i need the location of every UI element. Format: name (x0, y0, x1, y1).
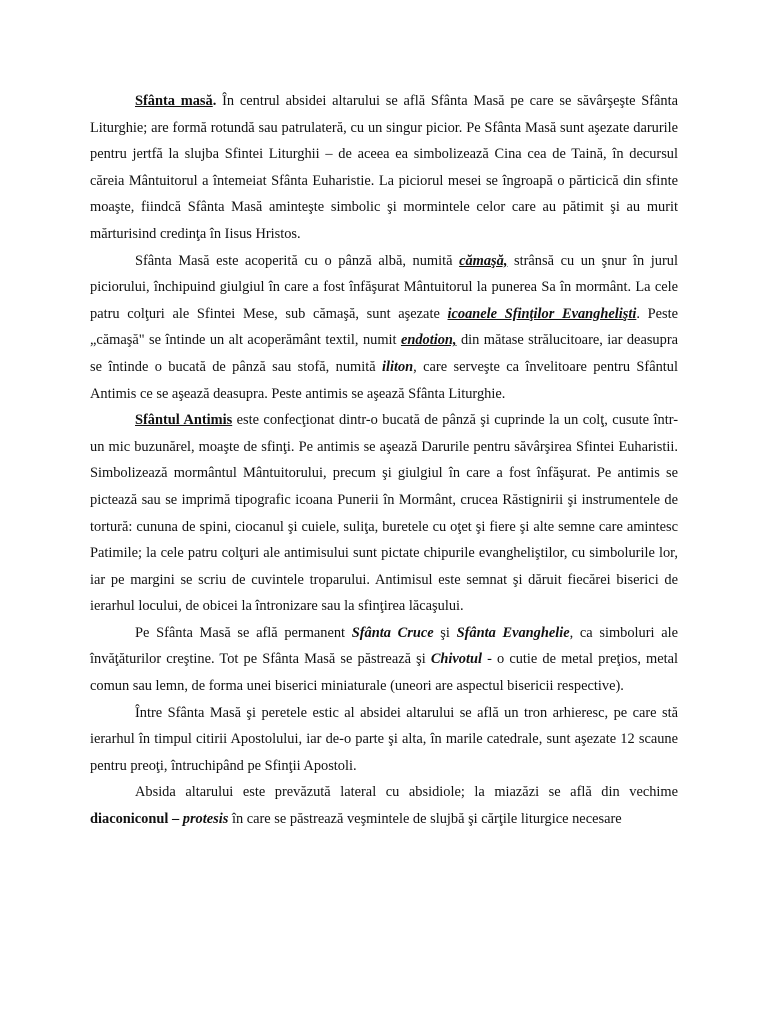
text-run: Pe Sfânta Masă se află permanent (135, 624, 352, 641)
term-chivotul: Chivotul (430, 651, 482, 668)
text-run: Între Sfânta Masă şi peretele estic al absidei altarului se află un tron arhieresc, pe care stă ierarhul în timpul citirii Apostolului, iar de-o parte şi alta, în marile catedrale, sunt aşezate 12 scaune pentru preoţi, întruchipând pe Sfinţii Apostoli. (90, 704, 678, 774)
text-run: din mătase strălucitoare, iar deasupra se întinde o bucată de pânză sau stofă, numită (90, 332, 678, 375)
text-run: , ca simboluri ale învăţăturilor creştine. Tot pe Sfânta Masă se păstrează şi (90, 624, 678, 668)
term-sfanta-evanghelie: Sfânta Evanghelie (456, 624, 570, 641)
heading-sfantul-antimis: Sfântul Antimis (135, 412, 233, 429)
term-diaconiconul: diaconiconul – (90, 811, 183, 828)
paragraph-tron (90, 700, 678, 780)
text-run: - o cutie de metal preţios, metal comun sau lemn, de forma unei biserici miniaturale (uneori are aspectul bisericii respective). (90, 651, 678, 695)
text-run: În centrul absidei altarului se află Sfânta Masă pe care se săvârşeşte Sfânta Liturghie; are formă rotundă sau patrulateră, cu un singur picior. Pe Sfânta Masă sunt aşezate darurile pentru jertfă la slujba Sfintei Liturghii – de aceea ea simbolizează Cina cea de Taină, în decursul căreia Mântuitorul a întemeiat Sfânta Euharistie. La piciorul mesei se îngroapă o părticică din sfinte moaşte, fiindcă Sfânta Masă aminteşte simbolic şi mormintele celor care au pătimit şi au murit mărturisind credinţa în Iisus Hristos. (90, 93, 678, 242)
text-run: Sfânta Masă este acoperită cu o pânză albă, numită (135, 252, 460, 269)
text-run: Absida altarului este prevăzută lateral cu absidiole; la miazăzi se află din vechime (135, 784, 678, 801)
paragraph-sfanta-masa (90, 88, 678, 248)
document-body (90, 88, 678, 833)
text-run: , care serveşte ca învelitoare pentru Sfântul Antimis ce se aşează deasupra. Peste antimis se aşează Sfânta Liturghie. (90, 358, 678, 402)
term-sfanta-cruce: Sfânta Cruce (351, 624, 434, 641)
text-run: în care se păstrează veşmintele de slujbă şi cărţile liturgice necesare (228, 811, 622, 828)
paragraph-absida (90, 779, 678, 832)
term-endotion: endotion, (400, 332, 457, 349)
term-iliton: iliton (381, 358, 414, 375)
text-run: este confecţionat dintr-o bucată de pânză şi cuprinde la un colţ, cusute într-un mic buzunărel, moaşte de sfinţi. Pe antimis se aşează Darurile pentru săvârşirea Sfintei Euharistii. Simbolizează mormântul Mântuitorului, precum şi giulgiul în care a fost înfăşurat. Pe antimis se pictează sau se imprimă tipografic icoana Punerii în Mormânt, crucea Răstignirii şi instrumentele de tortură: cununa de spini, ciocanul şi cuiele, suliţa, buretele cu oţet şi fiere şi alte semne care amintesc Patimile; la cele patru colţuri ale antimisului sunt pictate chipurile evangheliştilor, cu simbolurile lor, iar pe margini se scriu de cuvintele troparului. Antimisul este semnat şi dăruit fiecărei biserici de ierarhul locului, de obicei la întronizare sau la sfinţirea lăcaşului. (90, 412, 678, 615)
text-run: strânsă cu un şnur în jurul piciorului, închipuind giulgiul în care a fost înfăşurat Mântuitorul la punerea Sa în mormânt. La cele patru colţuri ale Sfintei Mese, sub cămaşă, sunt aşezate (90, 252, 678, 322)
text-run: . Peste „cămaşă" se întinde un alt acoperământ textil, numit (90, 305, 679, 349)
term-camasa: cămaşă, (459, 252, 508, 269)
paragraph-camasa (90, 248, 678, 408)
heading-sfanta-masa: Sfânta masă (135, 93, 213, 109)
text-run: . (212, 93, 217, 109)
text-run: şi (433, 624, 457, 641)
paragraph-cruce-evanghelie (90, 620, 678, 700)
term-icoanele-evanghelisti: icoanele Sfinţilor Evanghelişti (447, 305, 637, 322)
paragraph-antimis (90, 407, 678, 620)
term-protesis: protesis (182, 811, 229, 828)
